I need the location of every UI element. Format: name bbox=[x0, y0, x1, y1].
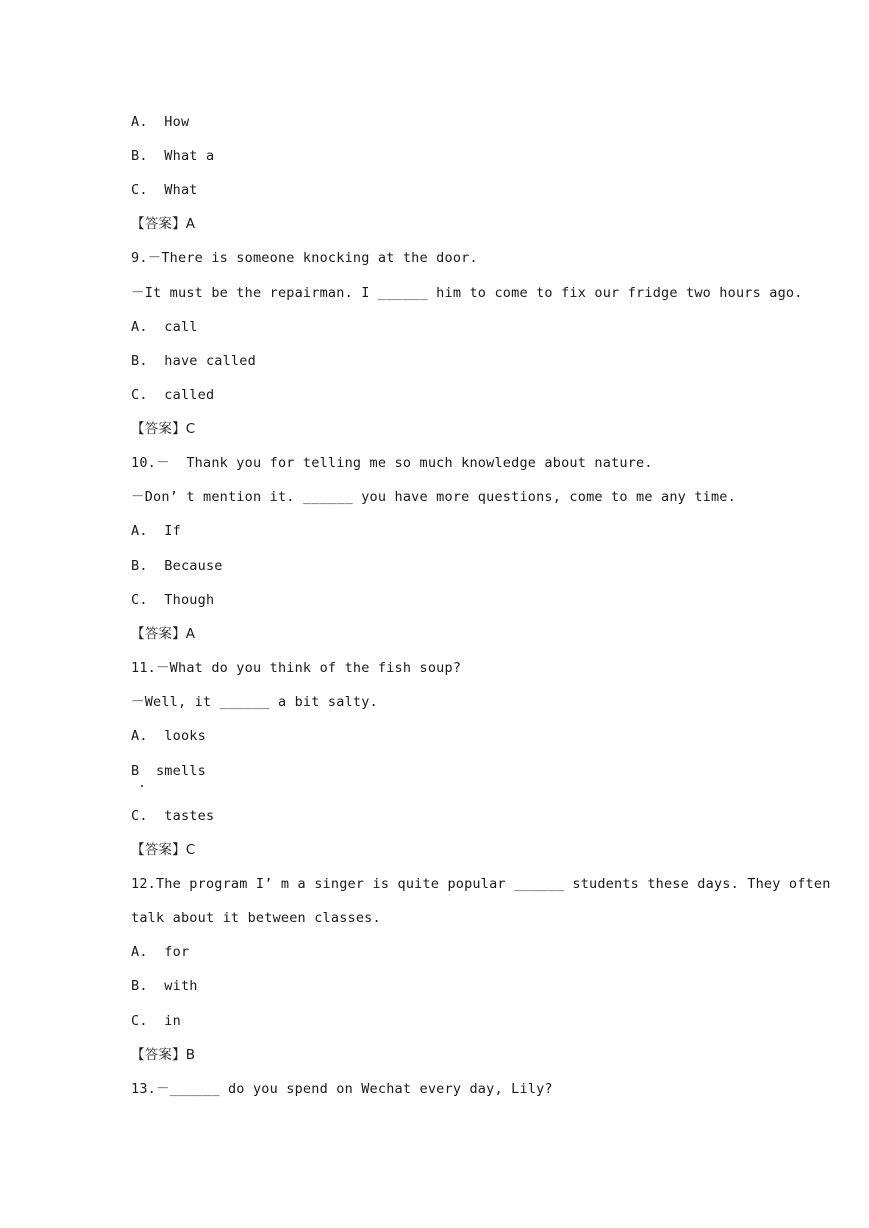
q11-option-a: A. looks bbox=[131, 728, 206, 744]
q11-option-c: C. tastes bbox=[131, 808, 215, 824]
q9-reply: －It must be the repairman. I ______ him to come to fix our fridge two hours ago. bbox=[131, 285, 803, 301]
q9-option-a: A. call bbox=[131, 319, 198, 335]
q10-stem: 10.－ Thank you for telling me so much knowledge about nature. bbox=[131, 455, 653, 471]
q9-option-b: B. have called bbox=[131, 353, 256, 369]
q11-option-b: B smells bbox=[131, 763, 206, 779]
q8-option-b: B. What a bbox=[131, 148, 215, 164]
q11-stem: 11.－What do you think of the fish soup? bbox=[131, 660, 462, 676]
q12-stem-line-2: talk about it between classes. bbox=[131, 910, 381, 926]
q12-option-c: C. in bbox=[131, 1013, 181, 1029]
q12-option-b: B. with bbox=[131, 978, 198, 994]
q11-reply: －Well, it ______ a bit salty. bbox=[131, 694, 378, 710]
q8-option-c: C. What bbox=[131, 182, 198, 198]
q10-option-a: A. If bbox=[131, 523, 181, 539]
stray-dot-mark bbox=[141, 785, 143, 787]
q10-reply: －Don’ t mention it. ______ you have more questions, come to me any time. bbox=[131, 489, 736, 505]
q12-option-a: A. for bbox=[131, 944, 190, 960]
q9-answer: 【答案】C bbox=[131, 421, 196, 437]
q13-stem: 13.－______ do you spend on Wechat every day, Lily? bbox=[131, 1081, 553, 1097]
q8-option-a: A. How bbox=[131, 114, 190, 130]
q10-answer: 【答案】A bbox=[131, 626, 196, 642]
q9-stem: 9.－There is someone knocking at the door. bbox=[131, 250, 478, 266]
q8-answer: 【答案】A bbox=[131, 216, 196, 232]
q12-stem-line-1: 12.The program I’ m a singer is quite popular ______ students these days. They often bbox=[131, 876, 831, 892]
q11-answer: 【答案】C bbox=[131, 842, 196, 858]
q9-option-c: C. called bbox=[131, 387, 215, 403]
q10-option-b: B. Because bbox=[131, 558, 223, 574]
q12-answer: 【答案】B bbox=[131, 1047, 196, 1063]
q10-option-c: C. Though bbox=[131, 592, 215, 608]
